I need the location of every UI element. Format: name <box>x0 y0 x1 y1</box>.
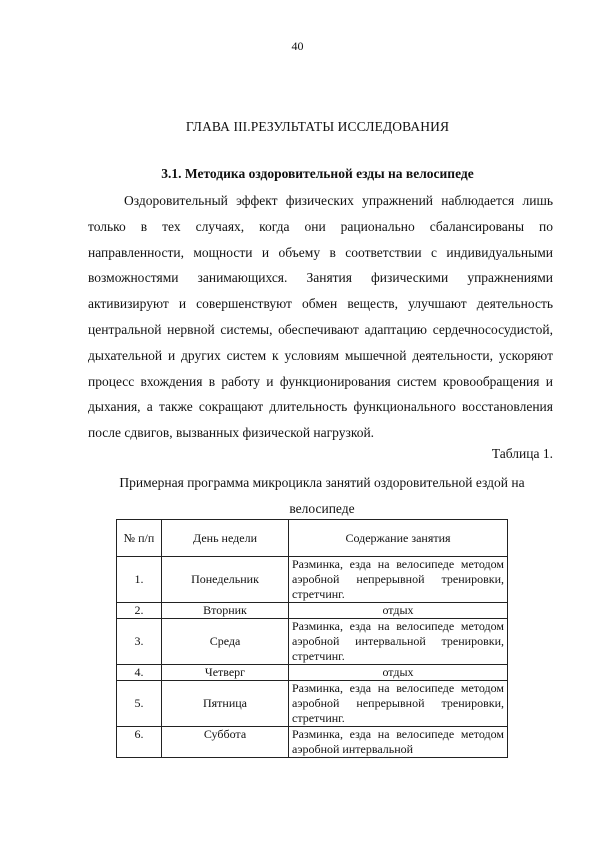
table-caption: Примерная программа микроцикла занятий оздоровительной ездой на велосипеде <box>119 475 525 516</box>
table-number: Таблица 1. <box>491 446 553 461</box>
row-content: Разминка, езда на велосипеде методом аэробной непрерывной тренировки, стретчинг. <box>289 681 508 727</box>
row-day: Среда <box>162 619 289 665</box>
row-content: Разминка, езда на велосипеде методом аэробной интервальной <box>289 727 508 758</box>
body-paragraph: Оздоровительный эффект физических упражнений наблюдается лишь только в тех случаях, когда они рационально сбалансированы по направленности, мощности и объему в соответствии с индивидуальными возможностями занимающихся. Занятия физическими упражнениями активизируют и совершенствуют обмен веществ, улучшают деятельность центральной нервной системы, обеспечивают адаптацию сердечнососудистой, дыхательной и других систем к условиям мышечной деятельности, ускоряют процесс вхождения в работу и функционирования систем кровообращения и дыхания, а также сокращают длительность функционального восстановления после сдвигов, вызванных физической нагрузкой. <box>88 193 553 441</box>
row-content: отдых <box>289 603 508 619</box>
chapter-title: ГЛАВА III.РЕЗУЛЬТАТЫ ИССЛЕДОВАНИЯ <box>185 119 450 134</box>
table-row <box>117 727 508 758</box>
table-row <box>117 557 508 603</box>
section-title: 3.1. Методика оздоровительной езды на велосипеде <box>161 166 474 181</box>
row-day: Суббота <box>162 727 289 758</box>
table-row <box>117 665 508 681</box>
table-row <box>117 603 508 619</box>
row-day: Вторник <box>162 603 289 619</box>
header-day: День недели <box>162 520 289 557</box>
header-num: № п/п <box>117 520 162 557</box>
row-num: 5. <box>117 681 162 727</box>
page-number: 40 <box>291 39 304 53</box>
schedule-table <box>116 519 508 758</box>
row-day: Пятница <box>162 681 289 727</box>
table-header-row <box>117 520 508 557</box>
row-content: Разминка, езда на велосипеде методом аэробной непрерывной тренировки, стретчинг. <box>289 557 508 603</box>
table-row <box>117 619 508 665</box>
row-day: Понедельник <box>162 557 289 603</box>
row-num: 2. <box>117 603 162 619</box>
row-num: 6. <box>117 727 162 758</box>
row-num: 3. <box>117 619 162 665</box>
row-num: 4. <box>117 665 162 681</box>
table-viewport <box>110 519 515 782</box>
row-day: Четверг <box>162 665 289 681</box>
row-content: отдых <box>289 665 508 681</box>
table-row <box>117 681 508 727</box>
header-content: Содержание занятия <box>289 520 508 557</box>
row-num: 1. <box>117 557 162 603</box>
row-content: Разминка, езда на велосипеде методом аэробной интервальной тренировки, стретчинг. <box>289 619 508 665</box>
